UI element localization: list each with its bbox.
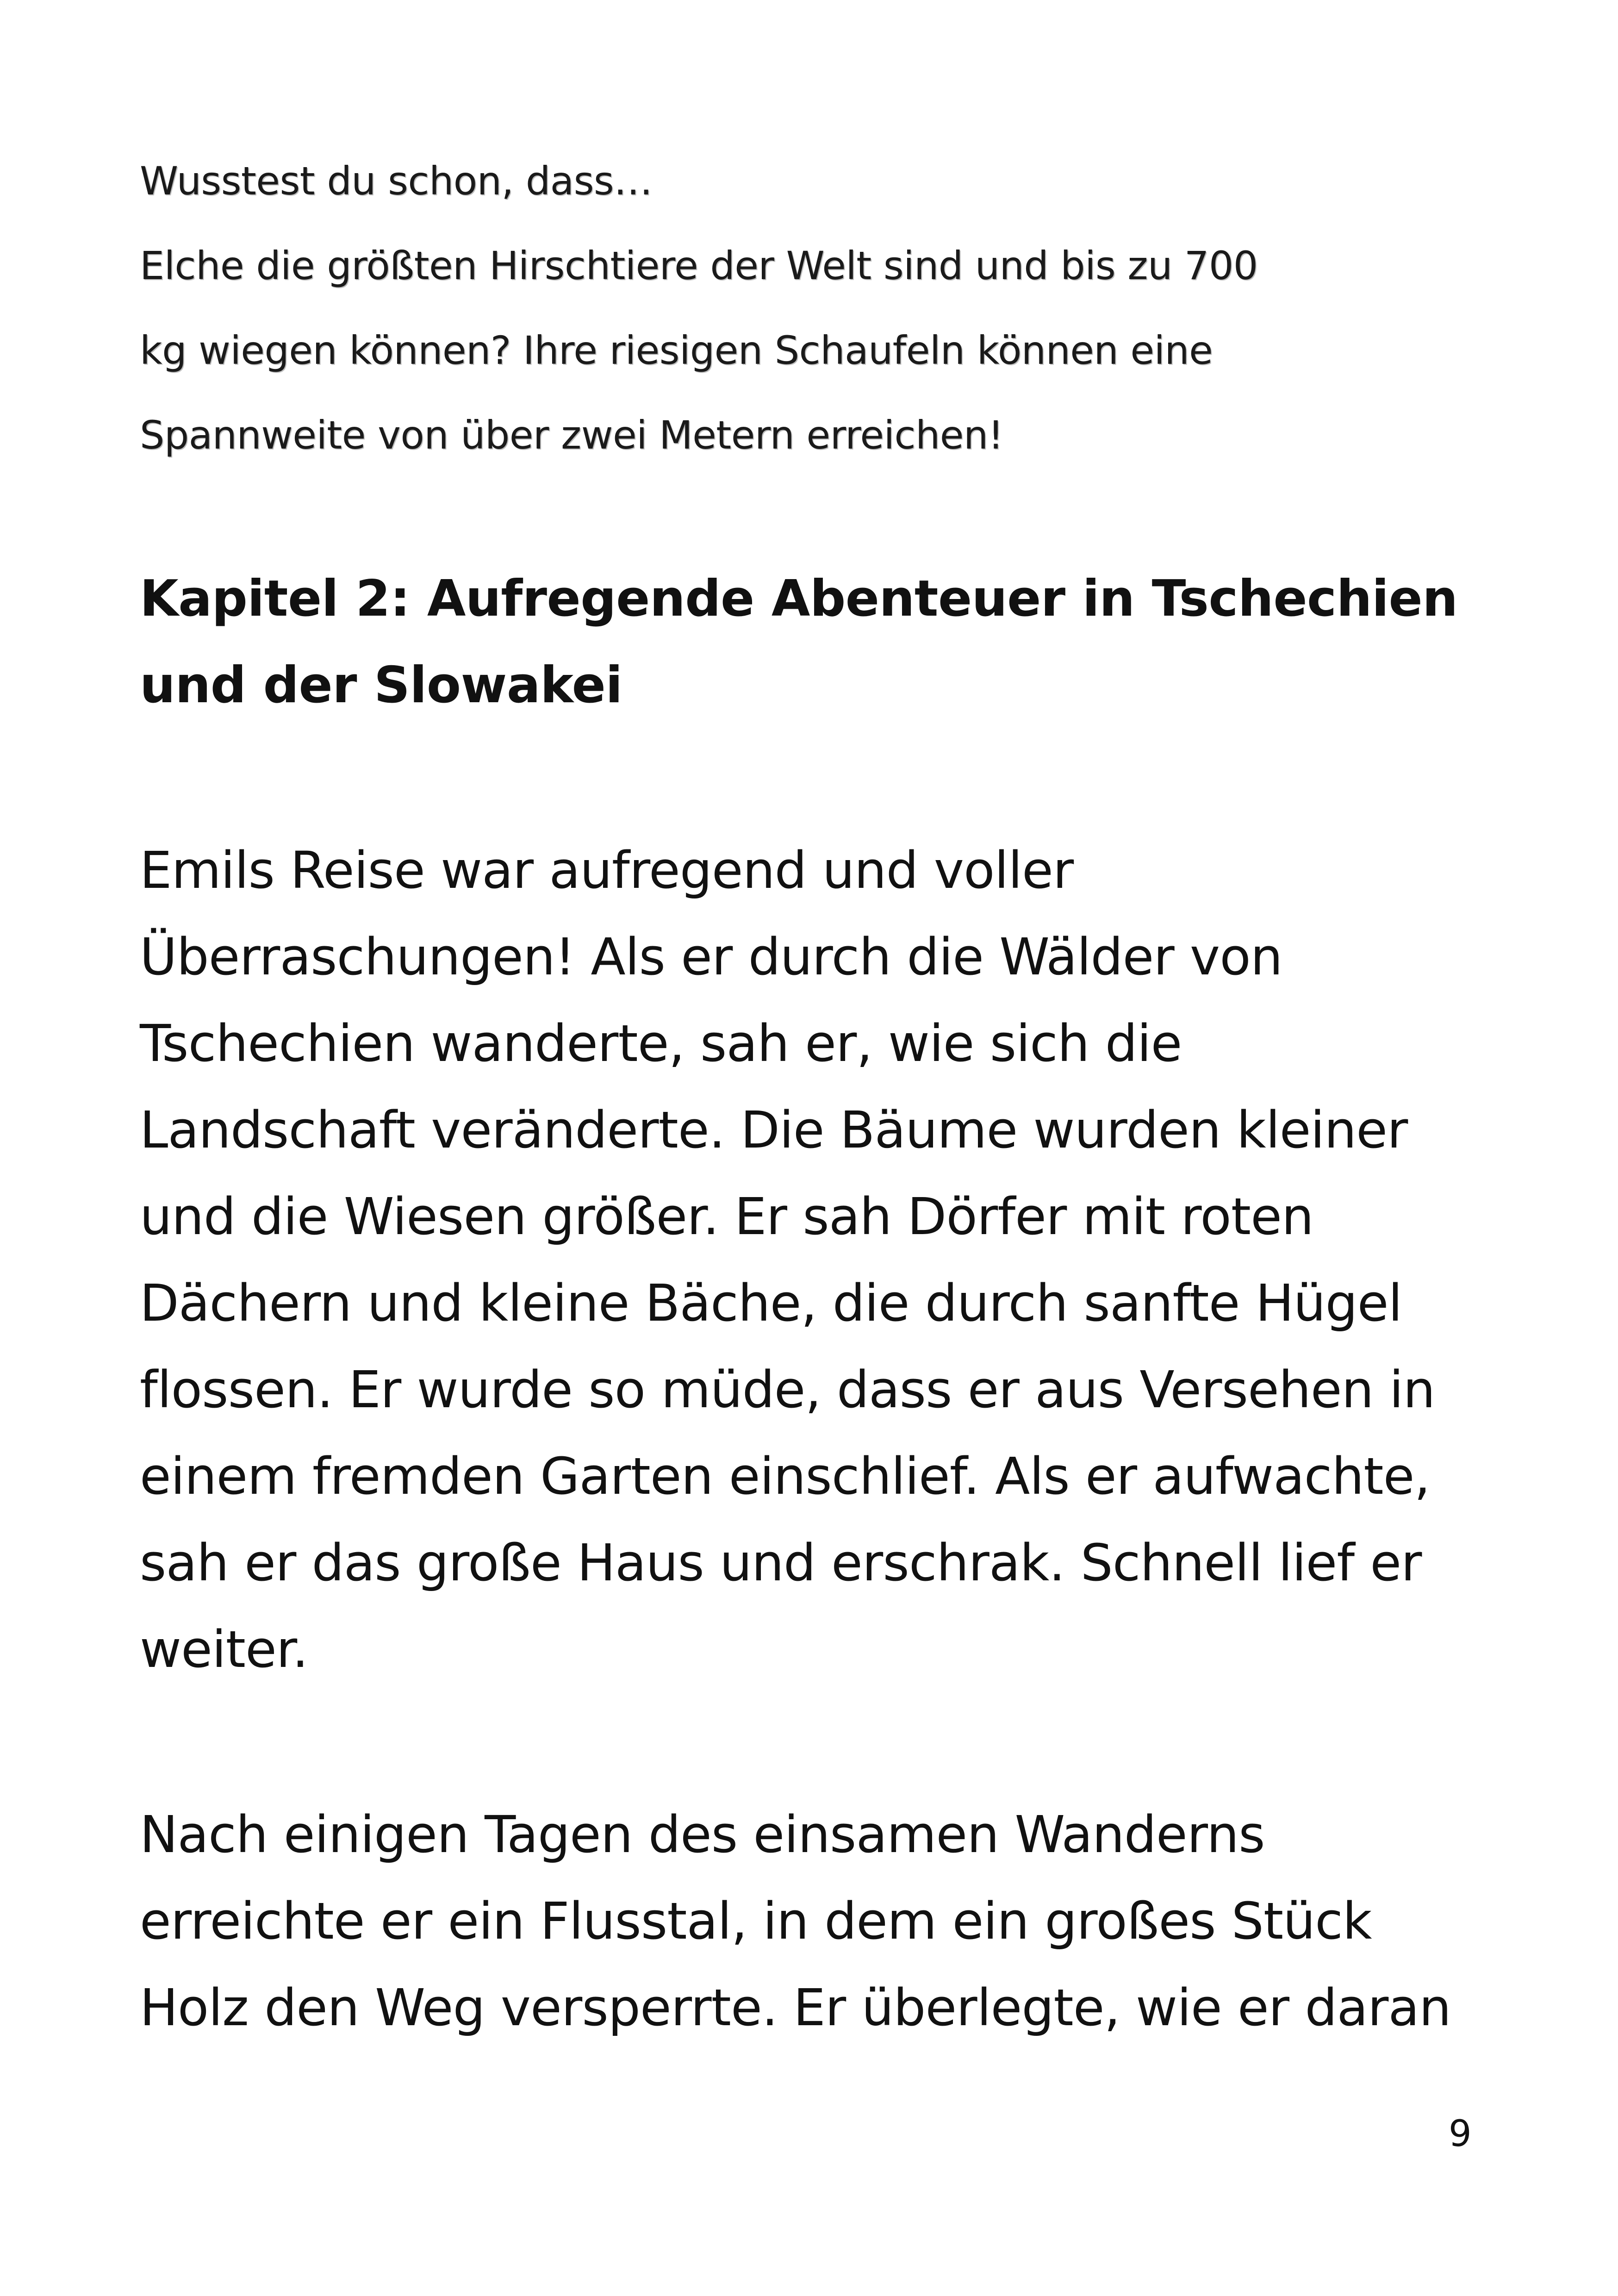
fun-fact-box [140,139,1510,478]
text-line: Nach einigen Tagen des einsamen Wanderns [140,1805,1265,1864]
story-paragraph-2 [140,1791,1528,2051]
fun-fact-line: Spannweite von über zwei Metern erreichen! [140,412,1003,458]
text-line: Überraschungen! Als er durch die Wälder von [140,927,1282,986]
text-line: Emils Reise war aufregend und voller [140,841,1074,900]
text-line: Landschaft veränderte. Die Bäume wurden kleiner [140,1100,1408,1160]
text-line: einem fremden Garten einschlief. Als er aufwachte, [140,1447,1430,1506]
chapter-title [140,555,1510,729]
chapter-title-line: Kapitel 2: Aufregende Abenteuer in Tschechien [140,570,1458,628]
text-line: Holz den Weg versperrte. Er überlegte, wie er daran [140,1978,1451,2037]
chapter-title-line: und der Slowakei [140,656,622,714]
page-number: 9 [1449,2113,1472,2155]
text-line: flossen. Er wurde so müde, dass er aus Versehen in [140,1360,1435,1419]
text-line: und die Wiesen größer. Er sah Dörfer mit roten [140,1187,1314,1246]
text-line: weiter. [140,1620,308,1679]
text-line: Dächern und kleine Bäche, die durch sanfte Hügel [140,1273,1402,1333]
fun-fact-line: Elche die größten Hirschtiere der Welt sind und bis zu 700 [140,243,1258,288]
fun-fact-line: kg wiegen können? Ihre riesigen Schaufeln können eine [140,328,1213,373]
text-line: Tschechien wanderte, sah er, wie sich die [140,1014,1182,1073]
story-paragraph-1 [140,827,1528,1693]
text-line: erreichte er ein Flusstal, in dem ein großes Stück [140,1891,1372,1951]
text-line: sah er das große Haus und erschrak. Schnell lief er [140,1533,1422,1592]
fun-fact-heading: Wusstest du schon, dass… [140,158,653,204]
